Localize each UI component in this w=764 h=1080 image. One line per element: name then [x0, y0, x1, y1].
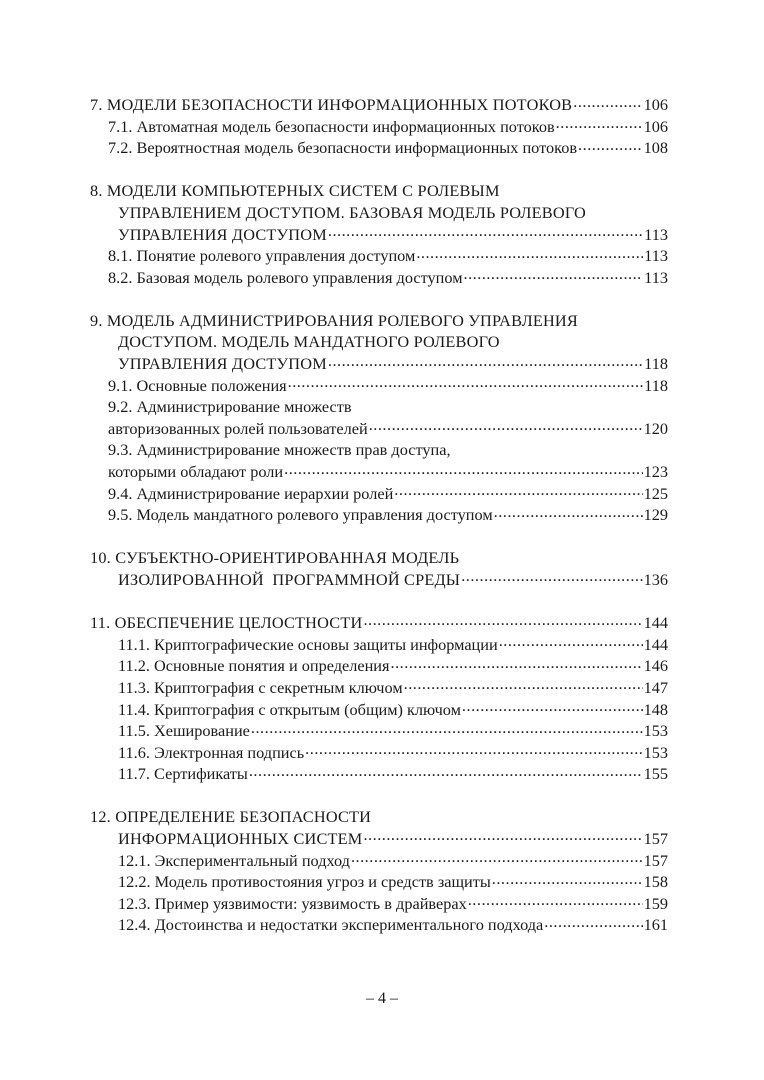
- toc-entry-title: УПРАВЛЕНИЕМ ДОСТУПОМ. БАЗОВАЯ МОДЕЛЬ РОЛЕВОГО: [118, 202, 586, 222]
- dot-leader: [363, 612, 642, 628]
- dot-leader: [464, 267, 644, 283]
- toc-page-number: 148: [643, 699, 668, 719]
- toc-entry-12-3[interactable]: [90, 893, 668, 915]
- toc-entry-title: ИНФОРМАЦИОННЫХ СИСТЕМ: [118, 829, 363, 849]
- toc-entry-12-heading-line-1: [90, 806, 668, 828]
- toc-entry-title: 11. ОБЕСПЕЧЕНИЕ ЦЕЛОСТНОСТИ: [90, 613, 363, 633]
- toc-entry-title: 9.4. Администрирование иерархии ролей: [108, 483, 394, 503]
- toc-entry-title: 8.2. Базовая модель ролевого управления доступом: [108, 267, 463, 287]
- toc-entry-9[interactable]: [90, 353, 668, 375]
- table-of-contents: [90, 94, 668, 936]
- toc-entry-title: 7.2. Вероятностная модель безопасности информационных потоков: [108, 138, 578, 158]
- toc-entry-11-6[interactable]: [90, 741, 668, 763]
- toc-section-7: [90, 94, 668, 159]
- toc-page-number: 158: [643, 872, 668, 892]
- dot-leader: [391, 655, 643, 671]
- toc-section-12: [90, 806, 668, 936]
- toc-entry-11-4[interactable]: [90, 698, 668, 720]
- dot-leader: [404, 677, 643, 693]
- toc-page-number: 106: [643, 95, 668, 115]
- toc-entry-title: авторизованных ролей пользователей: [108, 419, 368, 439]
- toc-page-number: 113: [644, 224, 668, 244]
- toc-section-10: [90, 547, 668, 590]
- dot-leader: [249, 763, 643, 779]
- dot-leader: [251, 720, 643, 736]
- toc-entry-11[interactable]: [90, 612, 668, 634]
- dot-leader: [363, 828, 642, 844]
- toc-entry-title: 11.2. Основные понятия и определения: [118, 656, 390, 676]
- toc-page-number: 144: [643, 613, 668, 633]
- toc-entry-9-5[interactable]: [90, 504, 668, 526]
- toc-entry-title: УПРАВЛЕНИЯ ДОСТУПОМ: [118, 224, 327, 244]
- toc-entry-7-2[interactable]: [90, 137, 668, 159]
- toc-entry-8-2[interactable]: [90, 267, 668, 289]
- toc-page-number: 144: [643, 634, 668, 654]
- toc-page-number: 157: [643, 850, 668, 870]
- toc-page-number: 153: [643, 721, 668, 741]
- toc-entry-title: 8.1. Понятие ролевого управления доступом: [108, 246, 416, 266]
- dot-leader: [573, 94, 642, 110]
- toc-entry-title: 9. МОДЕЛЬ АДМИНИСТРИРОВАНИЯ РОЛЕВОГО УПРАВЛЕНИЯ: [90, 310, 578, 330]
- toc-entry-title: которыми обладают роли: [108, 462, 284, 482]
- toc-entry-title: ИЗОЛИРОВАННОЙ ПРОГРАММНОЙ СРЕДЫ: [118, 570, 461, 590]
- toc-entry-title: 12. ОПРЕДЕЛЕНИЕ БЕЗОПАСНОСТИ: [90, 807, 372, 827]
- toc-entry-10[interactable]: [90, 569, 668, 591]
- toc-entry-title: ДОСТУПОМ. МОДЕЛЬ МАНДАТНОГО РОЛЕВОГО: [118, 332, 500, 352]
- dot-leader: [544, 914, 642, 930]
- toc-section-9: [90, 310, 668, 526]
- dot-leader: [288, 375, 644, 391]
- toc-page-number: 125: [643, 483, 668, 503]
- toc-page-number: 118: [644, 375, 668, 395]
- toc-page-number: 106: [643, 116, 668, 136]
- toc-entry-12-2[interactable]: [90, 871, 668, 893]
- toc-entry-12[interactable]: [90, 828, 668, 850]
- dot-leader: [578, 137, 643, 153]
- dot-leader: [556, 116, 643, 132]
- toc-entry-11-1[interactable]: [90, 633, 668, 655]
- toc-entry-title: 8. МОДЕЛИ КОМПЬЮТЕРНЫХ СИСТЕМ С РОЛЕВЫМ: [90, 181, 500, 201]
- toc-entry-12-1[interactable]: [90, 849, 668, 871]
- toc-entry-title: 9.1. Основные положения: [108, 375, 287, 395]
- dot-leader: [499, 633, 643, 649]
- toc-entry-12-4[interactable]: [90, 914, 668, 936]
- toc-entry-11-2[interactable]: [90, 655, 668, 677]
- toc-section-11: [90, 612, 668, 785]
- toc-entry-title: 7. МОДЕЛИ БЕЗОПАСНОСТИ ИНФОРМАЦИОННЫХ ПОТОКОВ: [90, 95, 573, 115]
- toc-page-number: 123: [643, 462, 668, 482]
- toc-entry-9-heading-line-1: [90, 310, 668, 332]
- page-number-footer: – 4 –: [366, 990, 398, 1007]
- toc-entry-7-1[interactable]: [90, 116, 668, 138]
- toc-entry-title: УПРАВЛЕНИЯ ДОСТУПОМ: [118, 354, 327, 374]
- toc-entry-11-7[interactable]: [90, 763, 668, 785]
- toc-entry-title: 11.1. Криптографические основы защиты информации: [118, 634, 498, 654]
- toc-page-number: 136: [643, 570, 668, 590]
- toc-entry-title: 11.7. Сертификаты: [118, 764, 248, 784]
- dot-leader: [416, 245, 643, 261]
- toc-entry-title: 12.4. Достоинства и недостатки экспериментального подхода: [118, 915, 544, 935]
- toc-entry-9-4[interactable]: [90, 483, 668, 505]
- toc-page-number: 159: [643, 893, 668, 913]
- toc-entry-11-5[interactable]: [90, 720, 668, 742]
- toc-page-number: 155: [643, 764, 668, 784]
- toc-entry-title: 12.3. Пример уязвимости: уязвимость в драйверах: [118, 893, 467, 913]
- toc-entry-9-2-line-1: [90, 396, 668, 418]
- toc-entry-title: 9.3. Администрирование множеств прав доступа,: [108, 440, 451, 460]
- dot-leader: [494, 504, 643, 520]
- toc-page-number: 146: [643, 656, 668, 676]
- dot-leader: [284, 461, 642, 477]
- dot-leader: [394, 483, 642, 499]
- toc-page-number: 157: [643, 829, 668, 849]
- toc-entry-9-3[interactable]: [90, 461, 668, 483]
- toc-page-number: 147: [643, 677, 668, 697]
- toc-entry-9-1[interactable]: [90, 375, 668, 397]
- dot-leader: [369, 418, 643, 434]
- toc-page-number: 118: [644, 354, 668, 374]
- toc-entry-10-heading-line-1: [90, 547, 668, 569]
- dot-leader: [462, 698, 643, 714]
- toc-entry-9-heading-line-2: [90, 331, 668, 353]
- toc-page-number: 161: [643, 915, 668, 935]
- toc-entry-9-3-line-1: [90, 439, 668, 461]
- toc-entry-8-heading-line-1: [90, 180, 668, 202]
- toc-page-number: 108: [643, 138, 668, 158]
- dot-leader: [305, 741, 642, 757]
- toc-entry-8-1[interactable]: [90, 245, 668, 267]
- dot-leader: [468, 893, 643, 909]
- toc-entry-7[interactable]: [90, 94, 668, 116]
- toc-entry-11-3[interactable]: [90, 677, 668, 699]
- toc-entry-title: 11.3. Криптография с секретным ключом: [118, 677, 403, 697]
- toc-entry-title: 11.5. Хеширование: [118, 721, 250, 741]
- toc-page-number: 129: [643, 505, 668, 525]
- dot-leader: [328, 353, 643, 369]
- toc-page-number: 113: [644, 246, 668, 266]
- toc-entry-8-heading-line-2: [90, 202, 668, 224]
- toc-entry-9-2[interactable]: [90, 418, 668, 440]
- dot-leader: [328, 223, 643, 239]
- toc-entry-title: 7.1. Автоматная модель безопасности информационных потоков: [108, 116, 555, 136]
- toc-entry-title: 11.4. Криптография с открытым (общим) ключом: [118, 699, 461, 719]
- dot-leader: [461, 569, 642, 585]
- dot-leader: [492, 871, 643, 887]
- toc-entry-title: 12.1. Экспериментальный подход: [118, 850, 350, 870]
- dot-leader: [351, 849, 643, 865]
- toc-page-number: 153: [643, 742, 668, 762]
- toc-entry-title: 11.6. Электронная подпись: [118, 742, 305, 762]
- toc-entry-8[interactable]: [90, 223, 668, 245]
- toc-page-number: 120: [643, 419, 668, 439]
- toc-entry-title: 9.2. Администрирование множеств: [108, 397, 352, 417]
- toc-entry-title: 12.2. Модель противостояния угроз и средств защиты: [118, 872, 491, 892]
- toc-section-8: [90, 180, 668, 288]
- toc-entry-title: 10. СУБЪЕКТНО-ОРИЕНТИРОВАННАЯ МОДЕЛЬ: [90, 548, 460, 568]
- toc-page-number: 113: [644, 267, 668, 287]
- toc-entry-title: 9.5. Модель мандатного ролевого управления доступом: [108, 505, 493, 525]
